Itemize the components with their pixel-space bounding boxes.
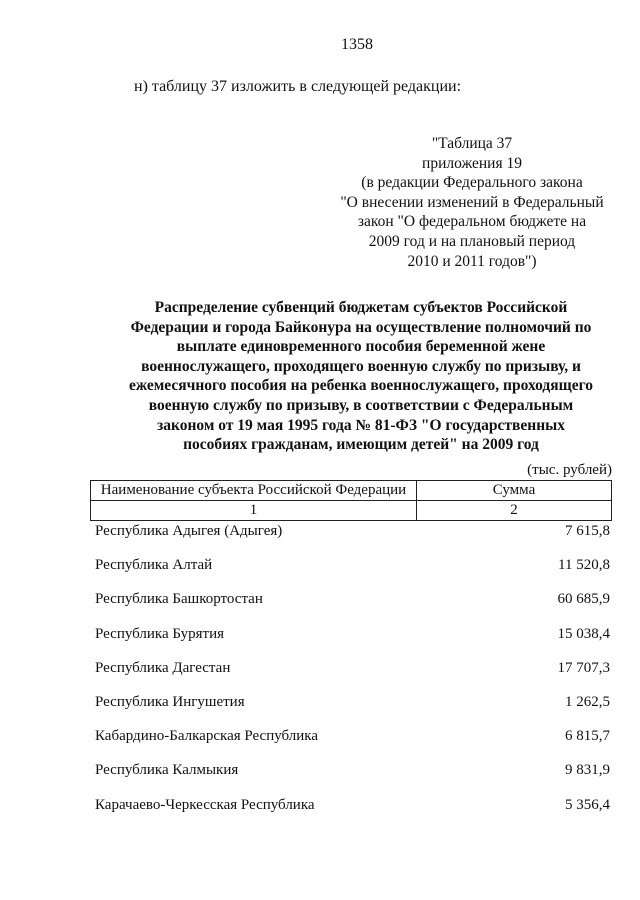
region-name: Республика Адыгея (Адыгея) bbox=[95, 523, 283, 539]
table-row bbox=[95, 521, 610, 555]
column-number-1: 1 bbox=[91, 501, 417, 521]
region-sum: 15 038,4 bbox=[557, 625, 610, 642]
column-header-sum: Сумма bbox=[417, 481, 612, 501]
annex-line: приложения 19 bbox=[422, 154, 522, 172]
table-row bbox=[95, 726, 610, 760]
table-header bbox=[90, 480, 612, 521]
region-name: Карачаево-Черкесская Республика bbox=[95, 796, 315, 813]
table-row bbox=[95, 760, 610, 794]
region-name: Кабардино-Балкарская Республика bbox=[95, 728, 319, 745]
table-row bbox=[95, 589, 610, 623]
annex-reference bbox=[326, 134, 618, 271]
region-sum: 17 707,3 bbox=[557, 659, 610, 676]
annex-line: закон "О федеральном бюджете на bbox=[357, 213, 587, 231]
table-row bbox=[95, 624, 610, 658]
table-row bbox=[95, 692, 610, 726]
region-sum: 9 831,9 bbox=[565, 762, 610, 779]
column-number-row bbox=[91, 501, 612, 521]
region-sum: 5 356,4 bbox=[565, 796, 610, 813]
title-line: Распределение субвенций бюджетам субъектов Российской bbox=[154, 299, 568, 316]
annex-line: "О внесении изменений в Федеральный bbox=[340, 193, 604, 211]
region-name: Республика Дагестан bbox=[95, 659, 231, 676]
column-header-row bbox=[91, 481, 612, 501]
table-body bbox=[95, 521, 610, 829]
annex-line: (в редакции Федерального закона bbox=[361, 174, 583, 192]
title-line: Федерации и города Байконура на осуществление полномочий по bbox=[130, 318, 592, 336]
region-name: Республика Калмыкия bbox=[95, 762, 239, 779]
title-line: законом от 19 мая 1995 года № 81-ФЗ "О государственных bbox=[157, 416, 565, 434]
region-sum: 7 615,8 bbox=[565, 523, 610, 539]
units-label: (тыс. рублей) bbox=[527, 462, 612, 478]
title-line: военную службу по призыву, в соответствии с Федеральным bbox=[148, 396, 574, 414]
region-name: Республика Ингушетия bbox=[95, 693, 245, 710]
region-sum: 11 520,8 bbox=[558, 557, 610, 574]
region-name: Республика Алтай bbox=[95, 557, 213, 574]
table-row bbox=[95, 658, 610, 692]
title-line: ежемесячного пособия на ребенка военнослужащего, проходящего bbox=[128, 377, 594, 395]
annex-line: "Таблица 37 bbox=[431, 135, 513, 152]
title-line: выплате единовременного пособия беременной жене bbox=[176, 338, 546, 356]
intro-text: н) таблицу 37 изложить в следующей редакции: bbox=[134, 78, 462, 95]
region-name: Республика Бурятия bbox=[95, 625, 225, 642]
table-row bbox=[95, 795, 610, 829]
column-header-name: Наименование субъекта Российской Федерации bbox=[91, 481, 417, 501]
table-row bbox=[95, 555, 610, 589]
region-name: Республика Башкортостан bbox=[95, 591, 263, 608]
title-line: пособиях гражданам, имеющим детей" на 2009 год bbox=[183, 436, 539, 454]
annex-line: 2009 год и на плановый период bbox=[368, 232, 576, 250]
region-sum: 6 815,7 bbox=[565, 728, 610, 745]
column-number-2: 2 bbox=[417, 501, 612, 521]
annex-line: 2010 и 2011 годов") bbox=[407, 252, 537, 270]
title-line: военнослужащего, проходящего военную службу по призыву, и bbox=[141, 357, 581, 375]
region-sum: 1 262,5 bbox=[565, 693, 610, 710]
region-sum: 60 685,9 bbox=[557, 591, 610, 608]
document-title bbox=[102, 298, 620, 455]
page-number: 1358 bbox=[341, 36, 373, 53]
